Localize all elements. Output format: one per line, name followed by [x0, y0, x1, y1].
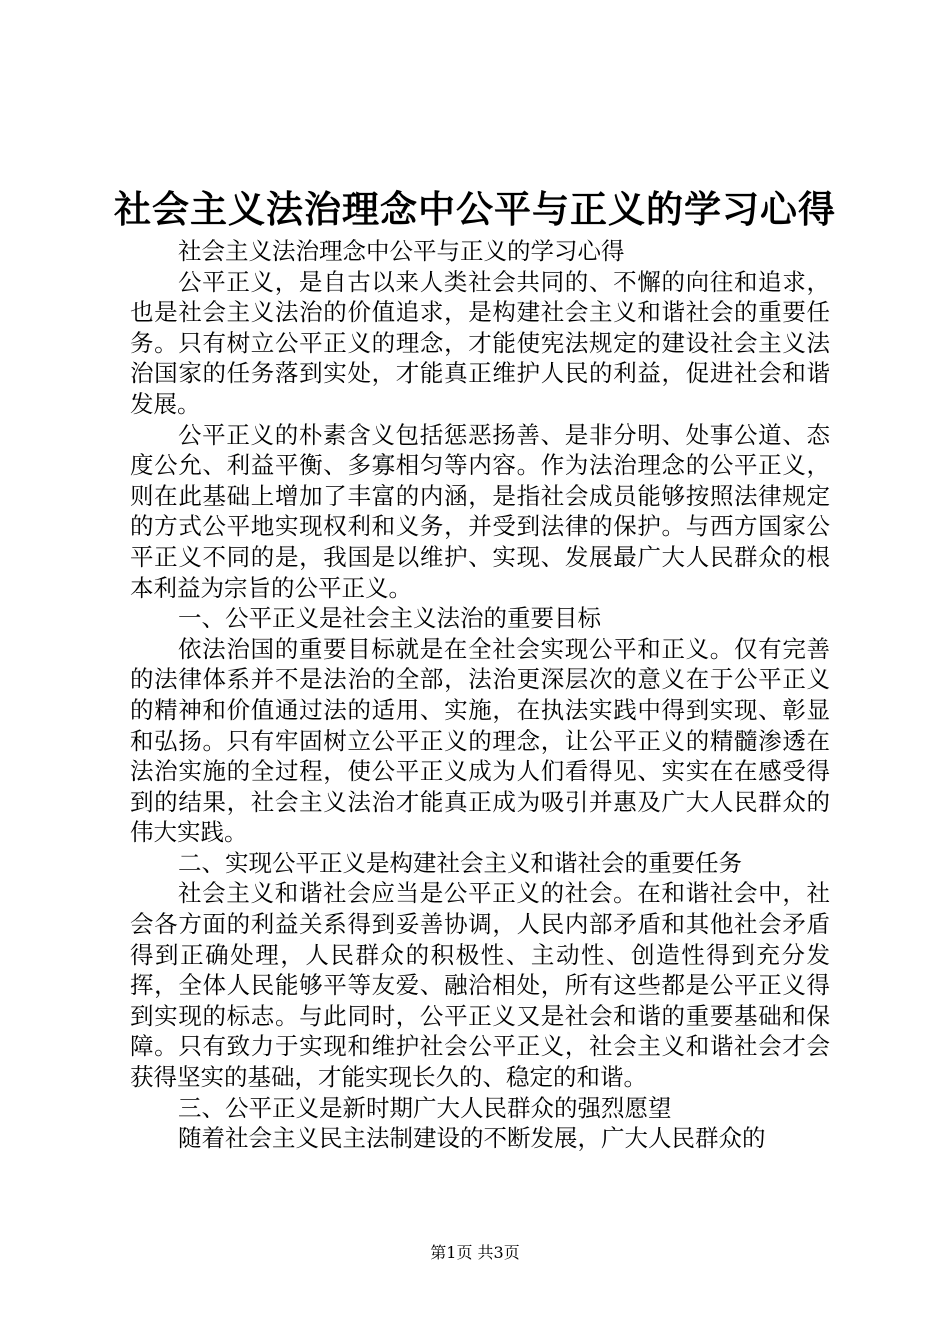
- document-title: 社会主义法治理念中公平与正义的学习心得: [114, 188, 836, 231]
- paragraph: 公平正义的朴素含义包括惩恶扬善、是非分明、处事公道、态度公允、利益平衡、多寡相匀等内容。作为法治理念的公平正义，则在此基础上增加了丰富的内涵，是指社会成员能够按照法律规定的方式公平地实现权利和义务，并受到法律的保护。与西方国家公平正义不同的是，我国是以维护、实现、发展最广大人民群众的根本利益为宗旨的公平正义。: [130, 420, 830, 602]
- document-body: [130, 236, 830, 1154]
- paragraph: 公平正义，是自古以来人类社会共同的、不懈的向往和追求，也是社会主义法治的价值追求，是构建社会主义和谐社会的重要任务。只有树立公平正义的理念，才能使宪法规定的建设社会主义法治国家的任务落到实处，才能真正维护人民的利益，促进社会和谐发展。: [130, 267, 830, 418]
- paragraph-subtitle: 社会主义法治理念中公平与正义的学习心得: [178, 237, 625, 265]
- paragraph: 社会主义和谐社会应当是公平正义的社会。在和谐社会中，社会各方面的利益关系得到妥善协调，人民内部矛盾和其他社会矛盾得到正确处理，人民群众的积极性、主动性、创造性得到充分发挥，全体人民能够平等友爱、融洽相处，所有这些都是公平正义得到实现的标志。与此同时，公平正义又是社会和谐的重要基础和保障。只有致力于实现和维护社会公平正义，社会主义和谐社会才会获得坚实的基础，才能实现长久的、稳定的和谐。: [130, 879, 830, 1092]
- paragraph: 依法治国的重要目标就是在全社会实现公平和正义。仅有完善的法律体系并不是法治的全部，法治更深层次的意义在于公平正义的精神和价值通过法的适用、实施，在执法实践中得到实现、彰显和弘扬。只有牢固树立公平正义的理念，让公平正义的精髓渗透在法治实施的全过程，使公平正义成为人们看得见、实实在在感受得到的结果，社会主义法治才能真正成为吸引并惠及广大人民群众的伟大实践。: [130, 634, 830, 847]
- paragraph: 随着社会主义民主法制建设的不断发展，广大人民群众的: [178, 1124, 766, 1153]
- section-heading-2: 二、实现公平正义是构建社会主义和谐社会的重要任务: [178, 848, 742, 877]
- page-footer: 第1页 共3页: [430, 1243, 520, 1262]
- section-heading-3: 三、公平正义是新时期广大人民群众的强烈愿望: [178, 1093, 672, 1122]
- section-heading-1: 一、公平正义是社会主义法治的重要目标: [178, 604, 601, 633]
